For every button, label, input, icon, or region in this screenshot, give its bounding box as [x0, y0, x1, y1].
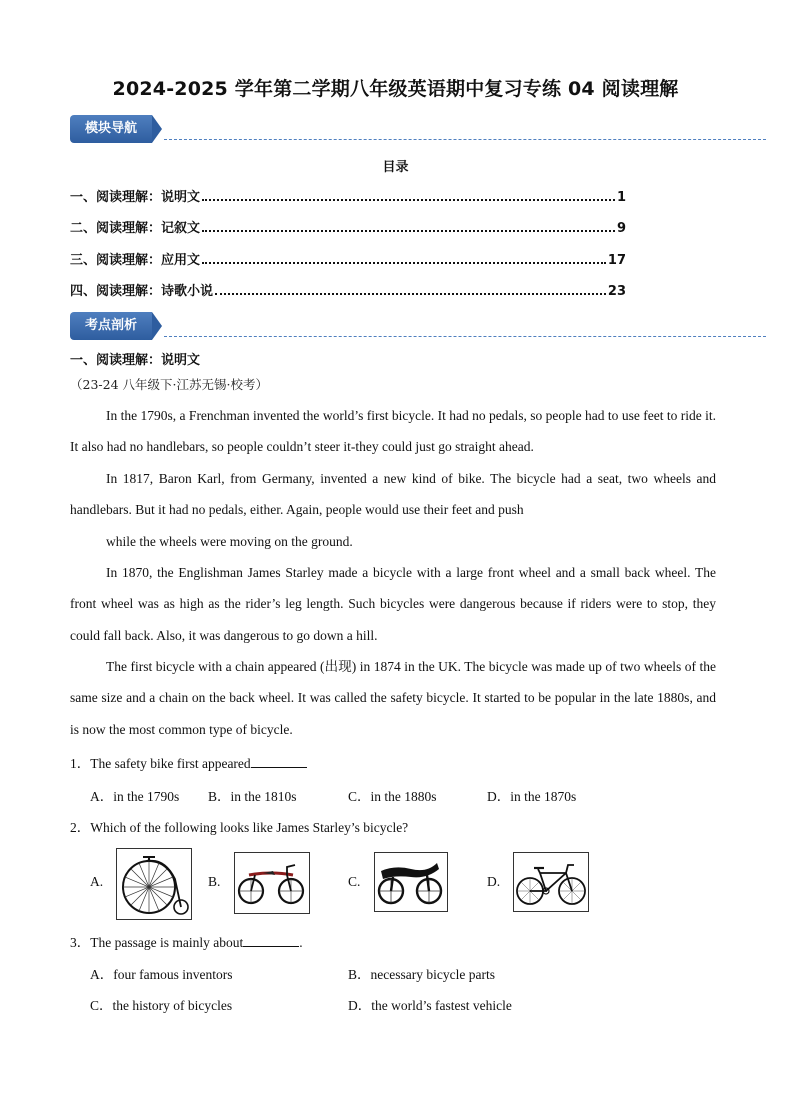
- question-2-stem: 2．Which of the following looks like James Starley’s bicycle?: [70, 820, 409, 835]
- hobby-horse-bicycle-image[interactable]: [374, 852, 448, 912]
- passage-paragraph: while the wheels were moving on the ground.: [106, 534, 353, 549]
- question-3-option-a[interactable]: A．four famous inventors: [90, 967, 233, 982]
- question-2-option-a-label[interactable]: A.: [90, 874, 104, 889]
- passage-paragraph: In 1817, Baron Karl, from Germany, invented a new kind of bike. The bicycle had a seat, two wheels and handlebars. But it had no pedals, either. Again, people would use their feet and push: [70, 471, 716, 518]
- answer-blank[interactable]: [243, 934, 299, 947]
- toc-item[interactable]: 三、阅读理解：应用文 17: [70, 253, 626, 268]
- question-1-option-d[interactable]: D．in the 1870s: [487, 789, 577, 804]
- analysis-tab-label: 考点剖析: [84, 318, 137, 333]
- divider: [164, 336, 766, 337]
- question-3-option-d[interactable]: D．the world’s fastest vehicle: [348, 998, 512, 1013]
- toc-heading: 目录: [382, 160, 409, 175]
- draisine-bicycle-image[interactable]: [234, 852, 310, 914]
- page-title: 2024-2025 学年第二学期八年级英语期中复习专练 04 阅读理解: [112, 78, 679, 100]
- section-heading: 一、阅读理解：说明文: [70, 353, 201, 368]
- question-1-option-a[interactable]: A．in the 1790s: [90, 789, 180, 804]
- question-1-option-b[interactable]: B．in the 1810s: [208, 789, 297, 804]
- question-2-option-d-label[interactable]: D.: [487, 874, 501, 889]
- question-2-option-b-label[interactable]: B.: [208, 874, 221, 889]
- question-3-stem: 3．The passage is mainly about .: [70, 935, 303, 950]
- toc-item[interactable]: 二、阅读理解：记叙文 9: [70, 221, 626, 236]
- passage-paragraph: The first bicycle with a chain appeared (出现) in 1874 in the UK. The bicycle was made up of two wheels of the same size and a chain on the back wheel. It was called the safety bicycle. It started to be popular in the late 1880s, and is now the most common type of bicycle.: [70, 659, 716, 737]
- penny-farthing-bicycle-image[interactable]: [116, 848, 192, 920]
- toc-item[interactable]: 一、阅读理解：说明文 1: [70, 190, 626, 205]
- question-1-stem: 1．The safety bike first appeared: [70, 752, 307, 772]
- question-3-option-c[interactable]: C．the history of bicycles: [90, 998, 233, 1013]
- modern-bicycle-image[interactable]: [513, 852, 589, 912]
- passage-paragraph: In the 1790s, a Frenchman invented the world’s first bicycle. It had no pedals, so people had to use feet to ride it. It also had no handlebars, so people couldn’t steer it-they could just go straight ahead.: [70, 408, 716, 455]
- question-1-option-c[interactable]: C．in the 1880s: [348, 789, 437, 804]
- answer-blank[interactable]: [251, 755, 307, 768]
- divider: [164, 139, 766, 140]
- passage-paragraph: In 1870, the Englishman James Starley made a bicycle with a large front wheel and a small back wheel. The front wheel was as high as the rider’s leg length. Such bicycles were dangerous because if riders were to stop, they could fall back. Also, it was dangerous to go down a hill.: [70, 565, 716, 643]
- toc-item[interactable]: 四、阅读理解：诗歌小说 23: [70, 284, 626, 299]
- question-3-option-b[interactable]: B．necessary bicycle parts: [348, 967, 495, 982]
- question-2-option-c-label[interactable]: C.: [348, 874, 361, 889]
- source-note: （23-24 八年级下·江苏无锡·校考）: [70, 377, 268, 392]
- nav-tab-label: 模块导航: [84, 121, 137, 136]
